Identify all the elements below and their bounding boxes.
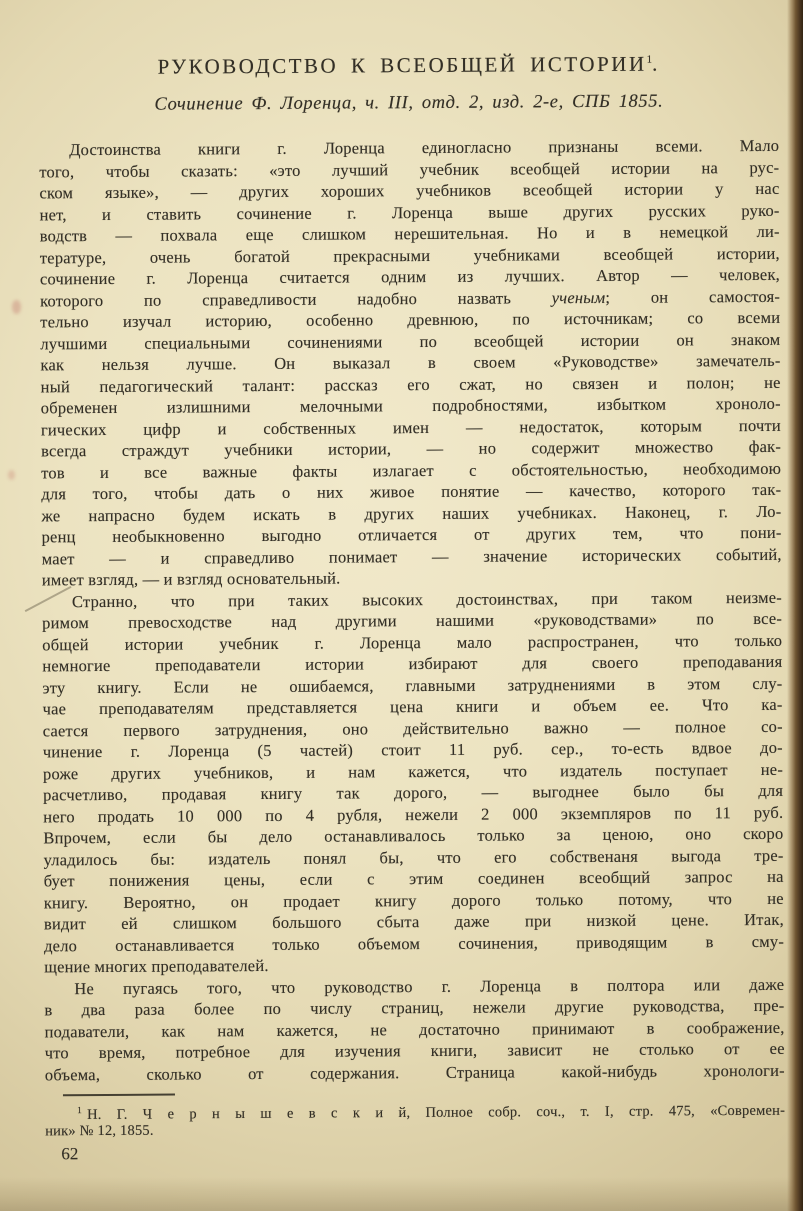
text-line: нет, и ставить сочинение г. Лоренца выше других русских руко-	[39, 200, 780, 224]
text-line: Впрочем, если бы дело останавливалось только за ценою, оно скоро	[43, 823, 784, 848]
text-line: чае преподавателям представляется цена книги и объем ее. Что ка-	[42, 694, 783, 719]
footnote-text: Н. Г. Ч е р н ы ш е в с к и й, Полное собр. соч., т. I, стр. 475, «Современ-	[86, 1102, 786, 1123]
text-line: сочинение г. Лоренца считается одним из лучших. Автор — человек,	[39, 264, 781, 289]
title-footnote-ref: 1	[646, 53, 653, 66]
footnote-marker: 1	[77, 1106, 83, 1117]
text-line: роже других учебников, и нам кажется, что издатель поступает не-	[42, 759, 784, 783]
text-line: гических цифр и собственных имен — недостаток, которым почти	[40, 415, 781, 439]
text-line: общей истории учебник г. Лоренца мало распространен, что только	[42, 630, 783, 654]
text-line: уладилось бы: издатель понял бы, что его собственаня выгода тре-	[43, 845, 784, 869]
text-line: Не пугаясь того, что руководство г. Лоренца в полтора или даже	[74, 974, 785, 998]
text-line: Достоинства книги г. Лоренца единогласно признаны всеми. Мало	[69, 135, 780, 160]
page-gutter-shadow-right	[787, 0, 803, 1211]
text-line: имеет взгляд, — и взгляд основательный.	[41, 568, 341, 590]
page-title	[39, 51, 779, 81]
title-text: РУКОВОДСТВО К ВСЕОБЩЕЙ ИСТОРИИ	[157, 51, 647, 79]
text-line: книгу. Вероятно, он продает книгу дорого только потому, что не	[43, 888, 784, 912]
text-line: римом превосходстве над другими нашими «руководствами» по все-	[42, 608, 783, 633]
text-line: же напрасно будем искать в других наших учебниках. Наконец, г. Ло-	[41, 501, 782, 525]
title-period: .	[651, 51, 660, 76]
text-line: для того, чтобы дать о них живое понятие — качество, которого так-	[41, 479, 782, 504]
text-line: ный педагогический талант: рассказ его сжат, но связен и полон; не	[40, 372, 781, 396]
footnote	[45, 1097, 785, 1142]
footnote-line: ник» № 12, 1855.	[45, 1122, 154, 1140]
text-line: тов и все важные факты излагает с обстоятельностью, необходимою	[41, 458, 782, 482]
text-line: мает — и справедливо понимает — значение исторических событий,	[41, 544, 782, 568]
footnote-rule	[63, 1094, 175, 1097]
text-line: того, чтобы сказать: «это лучший учебник всеобщей истории на рус-	[39, 157, 780, 181]
text-line: сается первого затруднения, оно действительно важно — полное со-	[42, 716, 783, 740]
scan-stain	[8, 470, 15, 480]
text-line: дело останавливается только объемом сочинения, приводящим в сму-	[43, 931, 785, 955]
text-line: объема, сколько от содержания. Страница какой-нибудь хронологи-	[44, 1060, 785, 1084]
text-line: тельно изучал историю, особенно древнюю, по источникам; со всеми	[40, 307, 781, 332]
text-line: которого по справедливости надобно назвать ученым; он самостоя-	[40, 286, 781, 310]
text-line: видит ей слишком большого сбыта даже при низкой цене. Итак,	[43, 909, 784, 934]
text-line: что время, потребное для изучения книги, зависит не столько от ее	[44, 1038, 785, 1063]
text-line: как нельзя лучше. Он выказал в своем «Руководстве» замечатель-	[40, 350, 781, 375]
text-line: тературе, очень богатой прекрасными учебниками всеобщей истории,	[39, 243, 780, 267]
text-line: Странно, что при таких высоких достоинствах, при таком неизме-	[71, 587, 782, 611]
page-content	[39, 51, 786, 1164]
text-line: ском языке», — других хороших учебников всеобщей истории у нас	[39, 178, 780, 203]
page-number: 62	[61, 1144, 79, 1164]
text-line: щение многих преподавателей.	[44, 955, 269, 977]
page-edge-shadow-bottom	[0, 1177, 803, 1211]
text-line: всегда страждут учебники истории, — но содержит множество фак-	[40, 436, 782, 461]
footnote-line	[45, 1097, 785, 1122]
body-text	[39, 135, 785, 1086]
text-line: чинение г. Лоренца (5 частей) стоит 11 руб. сер., то-есть вдвое до-	[42, 737, 783, 762]
text-line: расчетливо, продавая книгу так дорого, — выгоднее было бы для	[43, 780, 784, 805]
text-line: него продать 10 000 по 4 рубля, нежели 2 000 экземпляров по 11 руб.	[43, 802, 784, 826]
text-line: водств — похвала еще слишком нерешительная. Но и в немецкой ли-	[39, 221, 780, 246]
text-line: эту книгу. Если не ошибаемся, главными затруднениями в этом слу-	[42, 673, 783, 697]
text-line: немногие преподаватели истории избирают для своего преподавания	[42, 651, 783, 676]
scan-stain	[12, 300, 21, 314]
text-line: обременен излишними мелочными подробностями, избытком хроноло-	[40, 393, 781, 418]
text-line: подаватели, как нам кажется, не достаточно принимают в соображение,	[44, 1017, 785, 1041]
text-line: в два раза более по числу страниц, нежели другие руководства, пре-	[44, 995, 785, 1020]
text-line: лучшими специальными сочинениями по всеобщей истории он знаком	[40, 329, 781, 353]
text-line: бует понижения цены, если с этим соединен всеобщий запрос на	[43, 866, 784, 891]
subtitle: Сочинение Ф. Лоренца, ч. III, отд. 2, изд. 2-е, СПБ 1855.	[154, 91, 664, 115]
text-line: ренц необыкновенно выгодно отличается от других тем, что пони-	[41, 522, 782, 547]
